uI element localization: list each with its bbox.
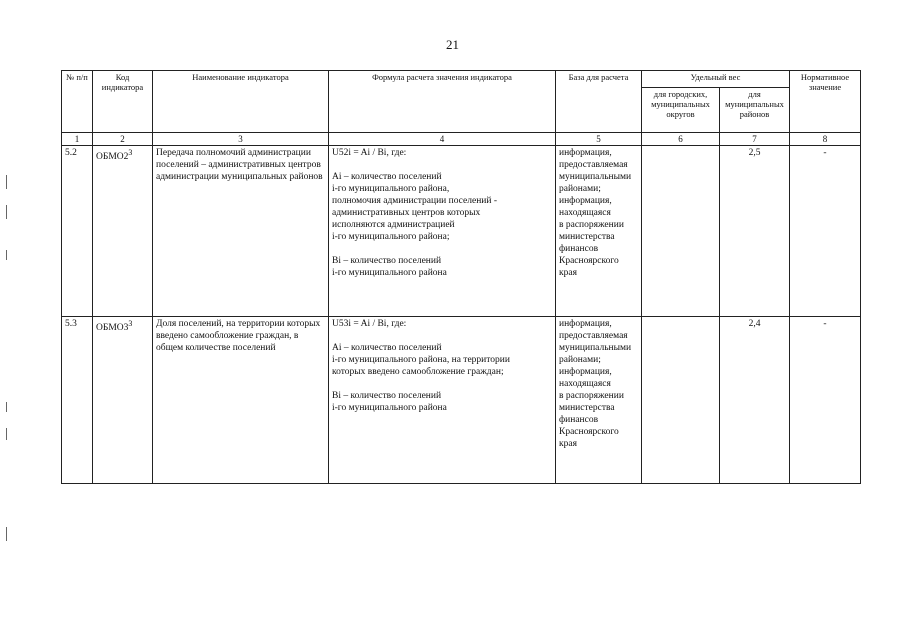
- page-number: 21: [446, 37, 459, 52]
- base-line: районами;: [559, 355, 601, 365]
- indicator-name: Передача полномочий администрации поселений – административных центров администрации муниципальных районов: [153, 146, 329, 317]
- formula-line: которых введено самообложение граждан;: [332, 367, 504, 377]
- urban-weight: [642, 146, 720, 317]
- base-line: края: [559, 439, 577, 449]
- formula-line: i-го муниципального района;: [332, 232, 450, 242]
- column-number: 4: [329, 133, 556, 146]
- footnote-marker: 3: [128, 148, 133, 157]
- table-row: [62, 317, 861, 484]
- base-line: финансов: [559, 415, 599, 425]
- base-line: информация,: [559, 196, 612, 206]
- municipal-weight: 2,4: [720, 317, 790, 484]
- column-number: 5: [556, 133, 642, 146]
- base-line: в распоряжении: [559, 391, 624, 401]
- formula-main: U52i = Ai / Bi, где:: [332, 148, 407, 158]
- base-line: находящаяся: [559, 208, 611, 218]
- calculation-base: [556, 146, 642, 317]
- column-numbers-row: [62, 133, 861, 146]
- formula-line: Bi – количество поселений: [332, 256, 442, 266]
- margin-mark: [6, 250, 7, 260]
- normative-value: -: [790, 317, 861, 484]
- indicator-code: [93, 317, 153, 484]
- column-number: 8: [790, 133, 861, 146]
- margin-mark: [6, 175, 7, 189]
- footnote-marker: 3: [128, 319, 133, 328]
- margin-mark: [6, 402, 7, 412]
- indicator-code-text: ОБМО2: [96, 152, 129, 163]
- calculation-base: [556, 317, 642, 484]
- base-line: финансов: [559, 244, 599, 254]
- column-number: 7: [720, 133, 790, 146]
- base-line: районами;: [559, 184, 601, 194]
- header-num: № п/п: [62, 71, 93, 133]
- base-line: министерства: [559, 403, 615, 413]
- table-row: [62, 146, 861, 317]
- indicator-code: [93, 146, 153, 317]
- municipal-weight: 2,5: [720, 146, 790, 317]
- margin-mark: [6, 527, 7, 541]
- column-number: 1: [62, 133, 93, 146]
- base-line: Красноярского: [559, 256, 619, 266]
- header-name: Наименование индикатора: [153, 71, 329, 133]
- formula-line: i-го муниципального района: [332, 403, 447, 413]
- formula-line: Ai – количество поселений: [332, 343, 442, 353]
- formula-a-description: [332, 342, 552, 378]
- base-line: Красноярского: [559, 427, 619, 437]
- indicator-formula: [329, 317, 556, 484]
- margin-mark: [6, 205, 7, 219]
- formula-line: исполняются администрацией: [332, 220, 455, 230]
- base-line: находящаяся: [559, 379, 611, 389]
- column-number: 3: [153, 133, 329, 146]
- normative-value: -: [790, 146, 861, 317]
- formula-a-description: [332, 171, 552, 243]
- header-normative: Нормативное значение: [790, 71, 861, 133]
- base-line: предоставляемая: [559, 331, 628, 341]
- formula-line: i-го муниципального района, на территории: [332, 355, 510, 365]
- header-urban-districts: для городских, муниципальных округов: [642, 88, 720, 133]
- formula-b-description: [332, 255, 552, 279]
- header-base: База для расчета: [556, 71, 642, 133]
- base-line: муниципальными: [559, 172, 632, 182]
- base-line: предоставляемая: [559, 160, 628, 170]
- margin-mark: [6, 428, 7, 440]
- header-municipal-districts: для муниципальных районов: [720, 88, 790, 133]
- base-line: информация,: [559, 367, 612, 377]
- row-number: 5.2: [62, 146, 93, 317]
- formula-line: административных центров которых: [332, 208, 481, 218]
- header-code: Код индикатора: [93, 71, 153, 133]
- formula-line: i-го муниципального района,: [332, 184, 450, 194]
- formula-line: Ai – количество поселений: [332, 172, 442, 182]
- base-line: муниципальными: [559, 343, 632, 353]
- formula-main: U53i = Ai / Bi, где:: [332, 319, 407, 329]
- indicator-name: Доля поселений, на территории которых введено самообложение граждан, в общем количестве поселений: [153, 317, 329, 484]
- header-formula: Формула расчета значения индикатора: [329, 71, 556, 133]
- indicator-formula: [329, 146, 556, 317]
- urban-weight: [642, 317, 720, 484]
- base-line: края: [559, 268, 577, 278]
- row-number: 5.3: [62, 317, 93, 484]
- formula-line: i-го муниципального района: [332, 268, 447, 278]
- base-line: министерства: [559, 232, 615, 242]
- base-line: информация,: [559, 148, 612, 158]
- column-number: 2: [93, 133, 153, 146]
- base-line: в распоряжении: [559, 220, 624, 230]
- indicators-table: [61, 70, 861, 484]
- formula-b-description: [332, 390, 552, 414]
- header-specific-weight: Удельный вес: [642, 71, 790, 88]
- column-number: 6: [642, 133, 720, 146]
- indicator-code-text: ОБМО3: [96, 323, 129, 334]
- formula-line: Bi – количество поселений: [332, 391, 442, 401]
- header-row: [62, 71, 861, 88]
- formula-line: полномочия администрации поселений -: [332, 196, 497, 206]
- base-line: информация,: [559, 319, 612, 329]
